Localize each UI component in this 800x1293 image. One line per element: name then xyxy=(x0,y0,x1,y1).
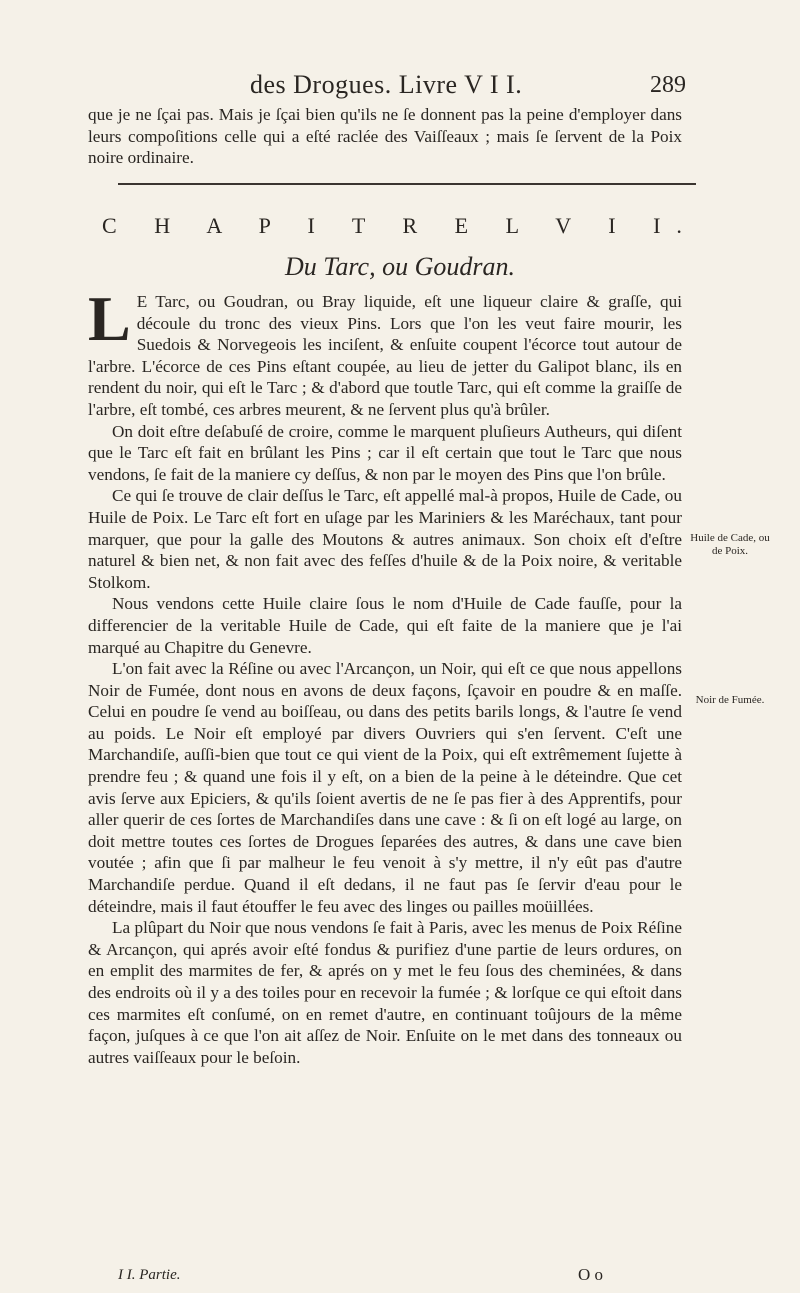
footer-signature-mark: O o xyxy=(578,1265,604,1284)
running-head: des Drogues. Livre V I I. xyxy=(250,70,523,99)
paragraph xyxy=(88,283,682,421)
paragraph: Nous vendons cette Huile claire ſous le nom d'Huile de Cade fauſſe, pour la differencier de la veritable Huile de Cade, qui eſt faite de la maniere que je l'ai marqué au Chapitre du Genevre. xyxy=(88,594,682,657)
margin-note: Huile de Cade, ou de Poix. xyxy=(690,532,770,557)
paragraph: On doit eſtre deſabuſé de croire, comme le marquent pluſieurs Autheurs, qui diſent que le Tarc eſt fait en brûlant les Pins ; car il eſt certain que tout le Tarc que nous vendons, ſe fait de la maniere cy deſſus, & non par le moyen des Pins que l'on brûle. xyxy=(88,421,682,484)
page-number: 289 xyxy=(650,72,686,98)
paragraph: Ce qui ſe trouve de clair deſſus le Tarc, eſt appellé mal-à propos, Huile de Cade, ou Huile de Poix. Le Tarc eſt fort en uſage par les Mariniers & les Maréchaux, tant pour marquer, que pour la galle des Moutons & autres animaux. Son choix eſt d'eſtre naturel & bien net, & non fait avec des feſſes d'huile & de la Poix noire, & veritable Stolkom. xyxy=(88,486,682,592)
chapter-label: C H A P I T R E L V I I. xyxy=(102,213,698,238)
paragraph: L'on fait avec la Réſine ou avec l'Arcançon, un Noir, qui eſt ce que nous appellons Noir de Fumée, dont nous en avons de deux façons, ſçavoir en poudre & en maſſe. Celui en poudre ſe vend au boiſſeau, ou dans des petits barils longs, & l'autre ſe vend au poids. Le Noir eſt employé par divers Ouvriers qui s'en ſervent. C'eſt une Marchandiſe, auſſi-bien que tout ce qui vient de la Poix, qui eſt extrêmement ſujette à prendre feu ; & quand une fois il y eſt, on a bien de la peine à le déteindre. Que cet avis ſerve aux Epiciers, & qu'ils ſoient avertis de ne ſe pas fier à des Apprentifs, pour aller querir de ces ſortes de Marchandiſes dans une cave : & ſi on eſt logé au large, on doit mettre toutes ces ſortes de Drogues ſeparées des autres, & dans une cave bien voutée ; afin que ſi par malheur le feu venoit à s'y mettre, il n'y eût pas d'autre Marchandiſe perdue. Quand il eſt dedans, il ne faut pas ſe ſervir d'eau pour le déteindre, mais il faut étouffer le feu avec des linges ou pailles moüillées. xyxy=(88,659,682,916)
paragraph: La plûpart du Noir que nous vendons ſe fait à Paris, avec les menus de Poix Réſine & Arcançon, qui aprés avoir eſté fondus & purifiez d'une partie de leurs ordures, on en emplit des marmites de fer, & aprés on y met le feu ſous des cheminées, & dans des endroits où il y a des toiles pour en recevoir la fumée ; & lorſque ce qui eſtoit dans ces marmites eſt conſumé, on en remet d'autre, en continuant toûjours de la même façon, juſques à ce que l'on ait aſſez de Noir. Enſuite on le met dans des tonneaux ou autres vaiſſeaux pour le beſoin. xyxy=(88,918,682,1067)
footer-signature: I I. Partie. xyxy=(118,1267,181,1283)
paragraph-text: E Tarc, ou Goudran, ou Bray liquide, eſt une liqueur claire & graſſe, qui découle du tronc des vieux Pins. Lors que l'on les veut faire mourir, les Suedois & Norvegeois les inciſent, & enſuite coupent l'écorce tout autour de l'arbre. L'écorce de ces Pins eſtant coupée, au lieu de jetter du Galipot blanc, ils en rendent du noir, qui eſt le Tarc ; & d'abord que toutle Tarc, qui eſt comme la graiſſe de l'arbre, eſt tombé, ces arbres meurent, & ne ſervent plus qu'à brûler. xyxy=(88,292,682,419)
chapter-body xyxy=(88,283,682,1068)
margin-note: Noir de Fumée. xyxy=(695,694,765,706)
drop-cap: L xyxy=(88,283,131,354)
chapter-title: Du Tarc, ou Goudran. xyxy=(285,252,515,281)
section-divider xyxy=(118,183,696,185)
intro-paragraph: que je ne ſçai pas. Mais je ſçai bien qu'ils ne ſe donnent pas la peine d'employer dans leurs compoſitions celle qui a eſté raclée des Vaiſſeaux ; mais ſe ſervent de la Poix noire ordinaire. xyxy=(88,105,682,168)
